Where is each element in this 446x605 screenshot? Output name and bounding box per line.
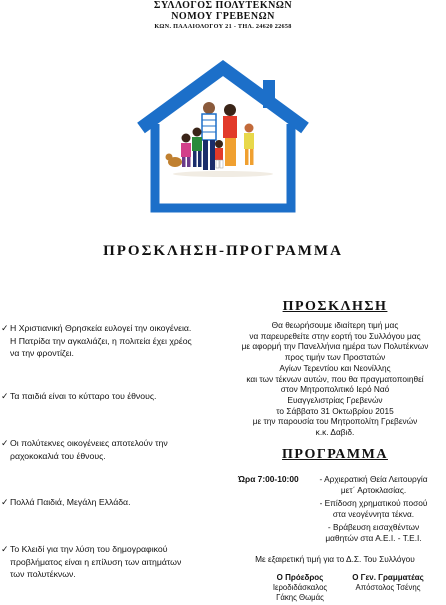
closing-line: Με εξαιρετική τιμή για το Δ.Σ. Του Συλλόγου — [255, 554, 415, 564]
association-name: ΣΥΛΛΟΓΟΣ ΠΟΛΥΤΕΚΝΩΝ — [153, 0, 293, 11]
check-icon: ✓ — [1, 544, 9, 554]
check-icon: ✓ — [1, 391, 9, 401]
program-item: - Βράβευση εισαχθέντων μαθητών στα Α.Ε.Ι. - Τ.Ε.Ι. — [325, 522, 422, 543]
quote-item: ✓ Τα παιδιά είναι το κύτταρο του έθνους. — [1, 391, 157, 401]
signature-secretary: Ο Γεν. Γραμματέας Απόστολος Τσένης — [352, 573, 424, 592]
invitation-text: Θα θεωρήσουμε ιδιαίτερη τιμή μας να παρευρεθείτε στην εορτή του Συλλόγου μας με αφορμή την Πανελλήνια ημέρα των Πολυτέκνων προς τιμήν των Προστατών Αγίων Τερεντίου και Νεονίλλης και των τέκνων αυτών, που θα πραγματοποιηθεί στον Μητροπολιτικό Ιερό Ναό Ευαγγελιστρίας Γρεβενών το Σάββατο 31 Οκτωβρίου 2015 με την παρουσία του Μητροπολίτη Γρεβενών κ.κ. Δαβιδ. — [241, 320, 429, 438]
program-time: Ώρα 7:00-10:00 — [238, 474, 299, 484]
check-icon: ✓ — [1, 497, 9, 507]
program-item: - Αρχιερατική Θεία Λειτουργία μετ΄ Αρτοκλασίας. — [319, 474, 428, 495]
check-icon: ✓ — [1, 323, 9, 333]
invitation-heading: ΠΡΟΣΚΛΗΣΗ — [282, 299, 388, 314]
address-phone: ΚΩΝ. ΠΑΛΑΙΟΛΟΓΟΥ 21 - ΤΗΛ. 24620 22658 — [154, 23, 292, 30]
quote-item: ✓ Το Κλειδί για την λύση του δημογραφικού προβλήματος είναι η επίλυση των αιτημάτων των πολυτέκνων. — [1, 544, 182, 579]
quote-item: ✓ Η Χριστιανική Θρησκεία ευλογεί την οικογένεια. Η Πατρίδα την αγκαλιάζει, η πολιτεία έχει χρέος να την φροντίζει. — [1, 323, 192, 358]
program-item: - Επίδοση χρηματικού ποσού στα νεογέννητα τέκνα. — [319, 498, 428, 519]
signature-president: Ο Πρόεδρος Ιεροδιδάσκαλος Γάκης Θωμάς — [272, 573, 328, 602]
quote-item: ✓ Πολλά Παιδιά, Μεγάλη Ελλάδα. — [1, 497, 131, 507]
check-icon: ✓ — [1, 438, 9, 448]
document-title: ΠΡΟΣΚΛΗΣΗ-ΠΡΟΓΡΑΜΜΑ — [103, 243, 343, 259]
quote-item: ✓ Οι πολύτεκνες οικογένειες αποτελούν την ραχοκοκαλιά του έθνους. — [1, 438, 168, 461]
program-heading: ΠΡΟΓΡΑΜΜΑ — [282, 447, 388, 462]
prefecture-name: ΝΟΜΟΥ ΓΡΕΒΕΝΩΝ — [171, 11, 275, 22]
family-house-icon — [133, 58, 313, 228]
